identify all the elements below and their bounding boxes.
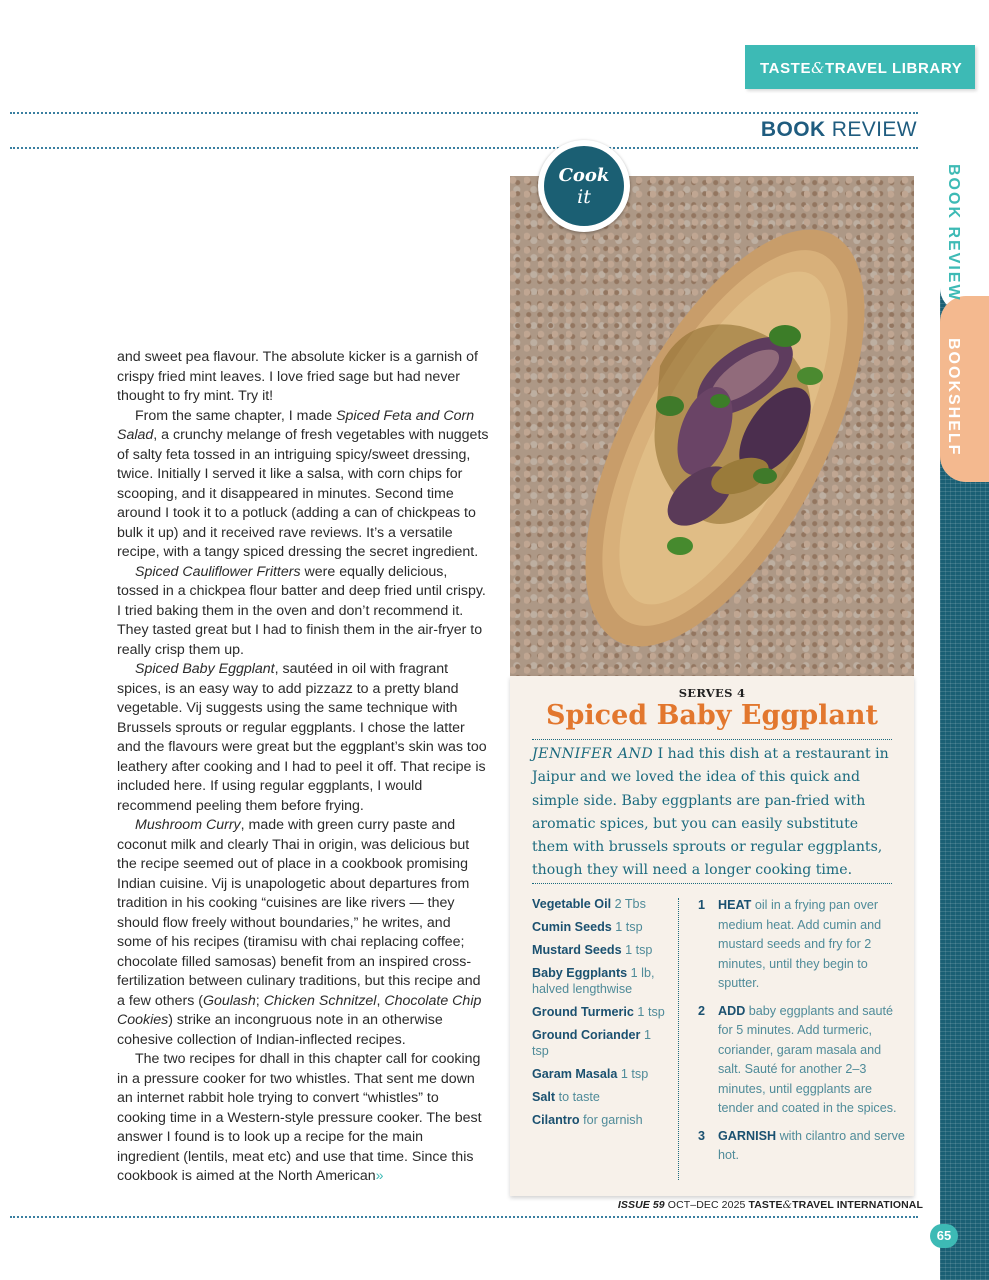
library-prefix: TASTE — [760, 60, 812, 77]
side-tab-book-review[interactable]: BOOK REVIEW — [945, 164, 962, 302]
library-suffix: TRAVEL LIBRARY — [825, 60, 963, 77]
recipe-reference: Spiced Cauliflower Fritters — [135, 563, 301, 580]
ingredient-item: Ground Coriander 1 tsp — [532, 1028, 651, 1058]
ingredient-item: Cumin Seeds 1 tsp — [532, 920, 643, 934]
ingredient-item: Mustard Seeds 1 tsp — [532, 943, 653, 957]
badge-line-1: Cook — [558, 165, 610, 186]
section-dotted-rule — [10, 147, 918, 149]
recipe-intro — [532, 743, 897, 883]
footer-issue: ISSUE 59 — [617, 1199, 665, 1211]
section-title-light: REVIEW — [825, 118, 917, 141]
recipe-title: Spiced Baby Eggplant — [546, 700, 878, 731]
article-body — [117, 348, 489, 1187]
cook-it-badge — [538, 140, 630, 232]
step-list — [698, 896, 906, 1174]
paragraph: Mushroom Curry, made with green curry paste and coconut milk and clearly Thai in origin, was delicious but the recipe seemed out of place in a cookbook promising Indian cuisine. Vij is unapologetic about departures from tradition in his cooking “cuisines are like rivers — they should flow freely without boundaries,” he writes, and some of his recipes (tiramisu with chai replacing coffee; chocolate filled samosas) benefit from an inspired cross-fertilization between culinary traditions, but this recipe and a few others (Goulash; Chicken Schnitzel, Chocolate Chip Cookies) strike an incongruous note in an otherwise cohesive collection of Indian-inflected recipes. — [117, 817, 482, 1048]
ingredient-item: Baby Eggplants 1 lb, halved lengthwise — [532, 966, 655, 996]
page-footer — [618, 1199, 923, 1211]
recipe-reference: Spiced Baby Eggplant — [135, 661, 275, 677]
footer-dotted-rule — [10, 1216, 918, 1218]
eggplant-dish-illustration — [510, 176, 914, 676]
continue-arrow-icon[interactable]: » — [375, 1168, 384, 1184]
recipe-intro-rule — [532, 883, 892, 884]
section-title — [761, 118, 917, 142]
ingredient-list — [532, 896, 667, 1135]
ingredient-item: Salt to taste — [532, 1090, 600, 1104]
paragraph: The two recipes for dhall in this chapter call for cooking in a pressure cooker for two whistles. That sent me down an internet rabbit hole trying to convert “whistles” to cooking time in a Western-style pressure cooker. The best answer I found is to look up a recipe for the main ingredient (lentils, meat etc) and use that time. Since this cookbook is aimed at the North American» — [117, 1051, 482, 1184]
page-number: 65 — [930, 1224, 958, 1248]
badge-line-2: it — [577, 186, 591, 208]
section-title-bold: BOOK — [760, 118, 826, 141]
side-tab-bookshelf[interactable]: BOOKSHELF — [945, 338, 962, 457]
ingredient-item: Ground Turmeric 1 tsp — [532, 1005, 665, 1019]
recipe-title-rule — [532, 739, 892, 740]
method-step: 3 GARNISH with cilantro and serve hot. — [698, 1128, 905, 1162]
library-amp: & — [811, 59, 826, 77]
recipe-intro-text: I had this dish at a restaurant in Jaipur and we loved the idea of this quick and simple side. Baby eggplants are pan-fried with aromatic spices, but you can easily substitute them with brussels sprouts or regular eggplants, though they will need a longer cooking time. — [532, 746, 889, 879]
footer-magazine: TASTE&TRAVEL INTERNATIONAL — [748, 1199, 923, 1211]
ingredient-item: Vegetable Oil 2 Tbs — [532, 897, 646, 911]
paragraph: Spiced Baby Eggplant, sautéed in oil with fragrant spices, is an easy way to add pizzazz to a pretty bland vegetable. Vij suggests using the same technique with Brussels sprouts or regular eggplants. I chose the latter and the flavours were great but the eggplant’s skin was too leathery after cooking and I had to peel it off. That recipe is included here. If using regular eggplants, I would recommend peeling them before frying. — [117, 661, 487, 814]
library-header-tab — [745, 45, 975, 89]
ingredient-item: Garam Masala 1 tsp — [532, 1067, 649, 1081]
top-dotted-rule — [10, 112, 918, 114]
method-step: 2 ADD baby eggplants and sauté for 5 minutes. Add turmeric, coriander, garam masala and salt. Sauté for another 2–3 minutes, until eggplants are tender and coated in the spices. — [698, 1003, 897, 1115]
recipe-reference: Mushroom Curry — [135, 817, 241, 833]
footer-date: OCT–DEC 2025 — [667, 1199, 746, 1211]
paragraph: From the same chapter, I made Spiced Feta and Corn Salad, a crunchy melange of fresh vegetables with nuggets of salty feta tossed in an intriguing spicy/sweet dressing, twice. Initially I served it like a salsa, with corn chips for scooping, and it disappeared in minutes. Second time around I took it to a potluck (adding a can of chickpeas to bulk it up) and it received rave reviews. It’s a versatile recipe, with a tangy spiced dressing the secret ingredient. — [117, 407, 489, 560]
recipe-card — [510, 676, 914, 1196]
ingredient-item: Cilantro for garnish — [532, 1113, 643, 1127]
cook-it-badge-inner — [544, 146, 624, 226]
column-divider — [678, 898, 679, 1180]
paragraph: Spiced Cauliflower Fritters were equally delicious, tossed in a chickpea flour batter and deep fried until crispy. I tried baking them in the oven and don’t recommend it. They tasted great but I had to finish them in the air-fryer to really crisp them up. — [117, 563, 486, 658]
recipe-photo — [510, 176, 914, 676]
recipe-serves: SERVES 4 — [678, 686, 746, 700]
paragraph: and sweet pea flavour. The absolute kicker is a garnish of crispy fried mint leaves. I love fried sage but had never thought to fry mint. Try it! — [117, 349, 478, 404]
recipe-intro-lead: JENNIFER AND — [532, 746, 654, 762]
method-step: 1 HEAT oil in a frying pan over medium heat. Add cumin and mustard seeds and fry for 2 minutes, until they begin to sputter. — [698, 898, 882, 990]
recipe-reference: Spiced Feta and Corn Salad — [117, 407, 475, 443]
